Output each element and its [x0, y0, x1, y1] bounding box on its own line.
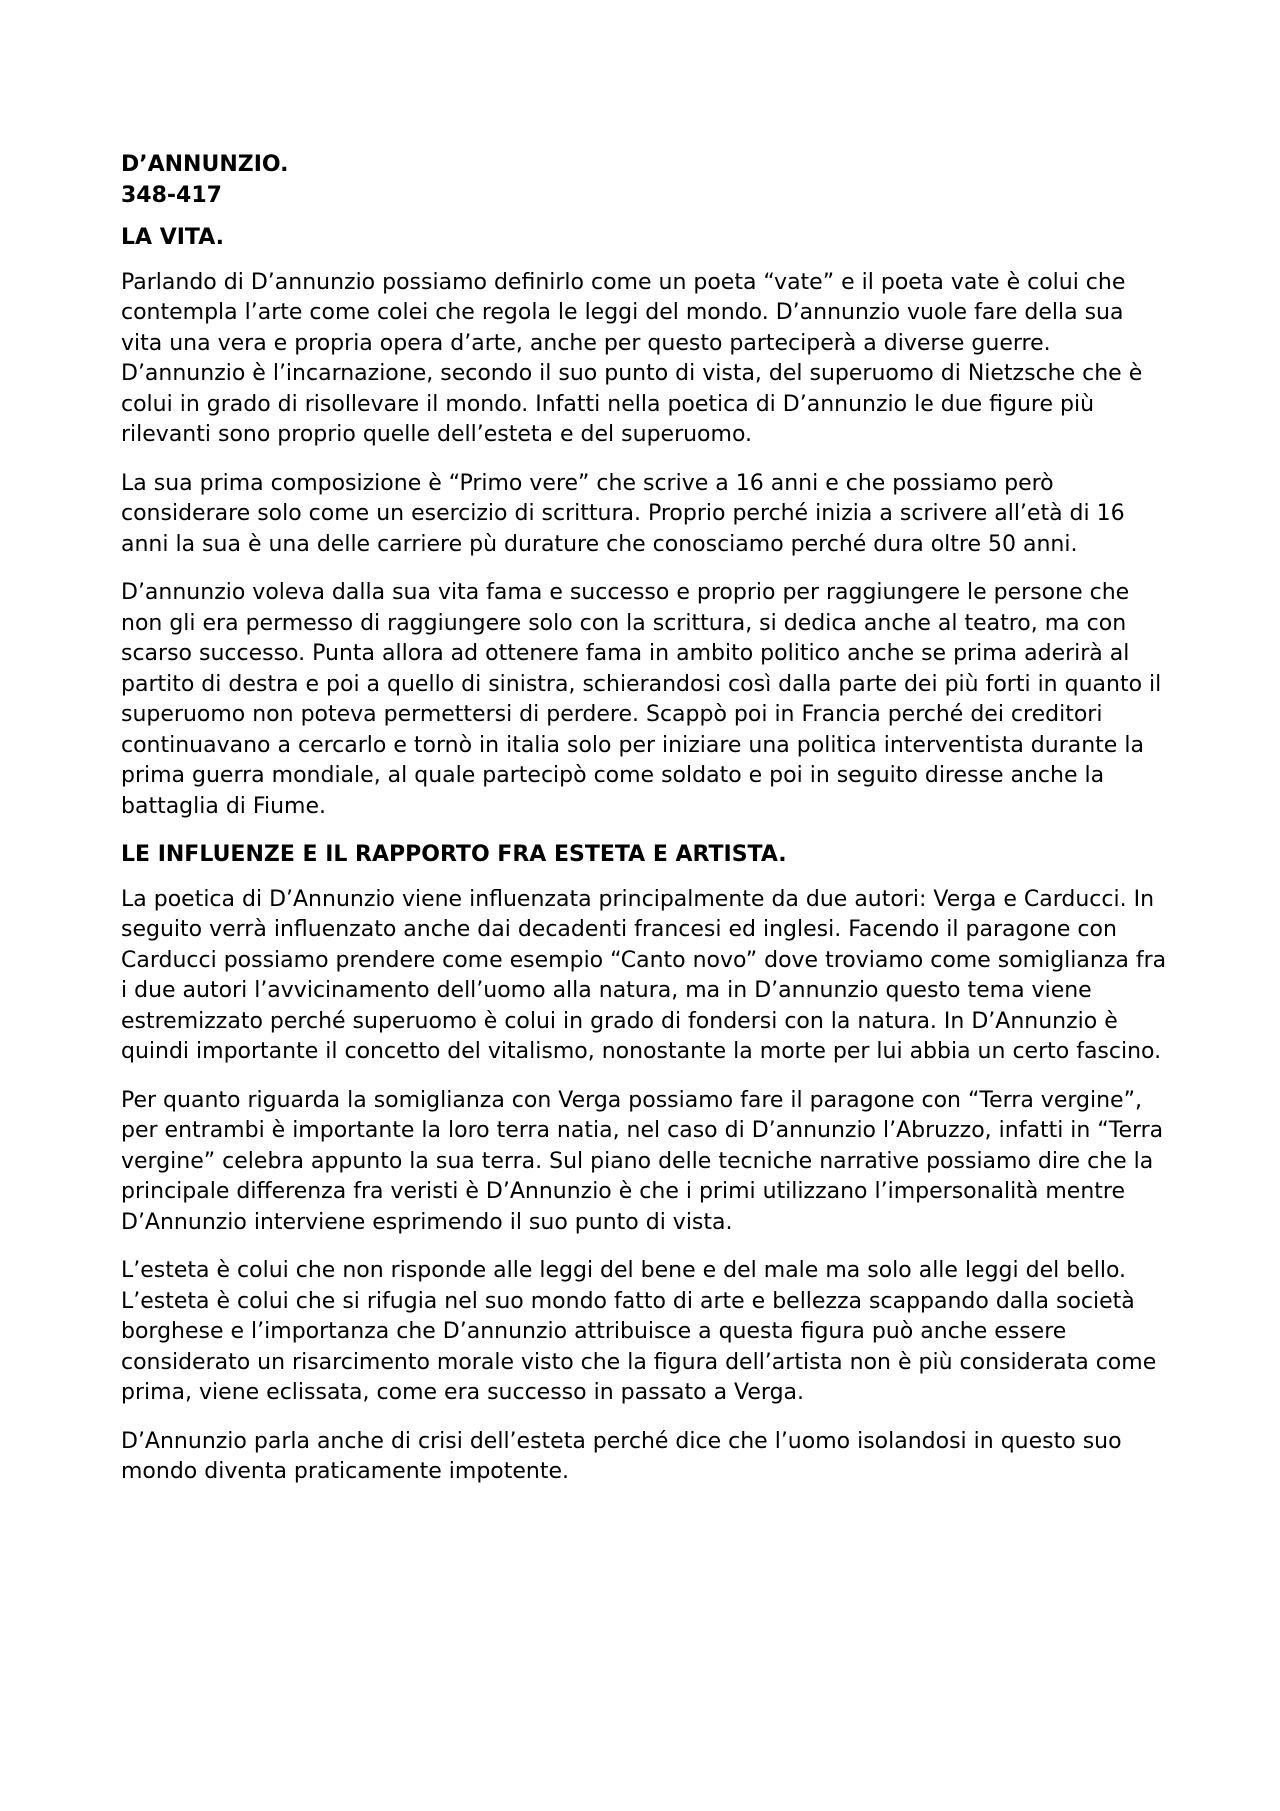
paragraph: Parlando di D’annunzio possiamo definirlo come un poeta “vate” e il poeta vate è colui che contempla l’arte come colei che regola le leggi del mondo. D’annunzio vuole fare della sua vita una vera e propria opera d’arte, anche per questo parteciperà a diverse guerre. D’annunzio è l’incarnazione, secondo il suo punto di vista, del superuomo di Nietzsche che è colui in grado di risollevare il mondo. Infatti nella poetica di D’annunzio le due figure più rilevanti sono proprio quelle dell’esteta e del superuomo. [121, 269, 1143, 447]
paragraph: L’esteta è colui che non risponde alle leggi del bene e del male ma solo alle leggi del bello. L’esteta è colui che si rifugia nel suo mondo fatto di arte e bellezza scappando dalla società borghese e l’importanza che D’annunzio attribuisce a questa figura può anche essere considerato un risarcimento morale visto che la figura dell’artista non è più considerata come prima, viene eclissata, come era successo in passato a Verga. [121, 1258, 1157, 1405]
page-range: 348-417 [121, 182, 222, 208]
section-la-vita [121, 223, 1171, 822]
paragraph: D’annunzio voleva dalla sua vita fama e successo e proprio per raggiungere le persone che non gli era permesso di raggiungere solo con la scrittura, si dedica anche al teatro, ma con scarso successo. Punta allora ad ottenere fama in ambito politico anche se prima aderirà al partito di destra e poi a quello di sinistra, schierandosi così dalla parte dei più forti in quanto il superuomo non poteva permettersi di perdere. Scappò poi in Francia perché dei creditori continuavano a cercarlo e tornò in italia solo per iniziare una politica interventista durante la prima guerra mondiale, al quale partecipò come soldato e poi in seguito diresse anche la battaglia di Fiume. [121, 580, 1162, 819]
document-title: D’ANNUNZIO. [121, 152, 289, 177]
document-body [121, 150, 1171, 1506]
paragraph: D’Annunzio parla anche di crisi dell’esteta perché dice che l’uomo isolandosi in questo suo mondo diventa praticamente impotente. [121, 1428, 1122, 1484]
document-header [121, 150, 1171, 211]
section-heading: LA VITA. [121, 225, 225, 250]
paragraph: Per quanto riguarda la somiglianza con Verga possiamo fare il paragone con “Terra vergine”, per entrambi è importante la loro terra natia, nel caso di D’annunzio l’Abruzzo, infatti in “Terra vergine” celebra appunto la sua terra. Sul piano delle tecniche narrative possiamo dire che la principale differenza fra veristi è D’Annunzio è che i primi utilizzano l’impersonalità mentre D’Annunzio interviene esprimendo il suo punto di vista. [121, 1087, 1164, 1235]
paragraph: La sua prima composizione è “Primo vere” che scrive a 16 anni e che possiamo però considerare solo come un esercizio di scrittura. Proprio perché inizia a scrivere all’età di 16 anni la sua è una delle carriere pù durature che conosciamo perché dura oltre 50 anni. [121, 470, 1125, 557]
section-heading: LE INFLUENZE E IL RAPPORTO FRA ESTETA E ARTISTA. [121, 842, 787, 867]
paragraph: La poetica di D’Annunzio viene influenzata principalmente da due autori: Verga e Carducci. In seguito verrà influenzato anche dai decadenti francesi ed inglesi. Facendo il paragone con Carducci possiamo prendere come esempio “Canto novo” dove troviamo come somiglianza fra i due autori l’avvicinamento dell’uomo alla natura, ma in D’annunzio questo tema viene estremizzato perché superuomo è colui in grado di fondersi con la natura. In D’Annunzio è quindi importante il concetto del vitalismo, nonostante la morte per lui abbia un certo fascino. [121, 886, 1167, 1064]
section-influenze [121, 840, 1171, 1488]
